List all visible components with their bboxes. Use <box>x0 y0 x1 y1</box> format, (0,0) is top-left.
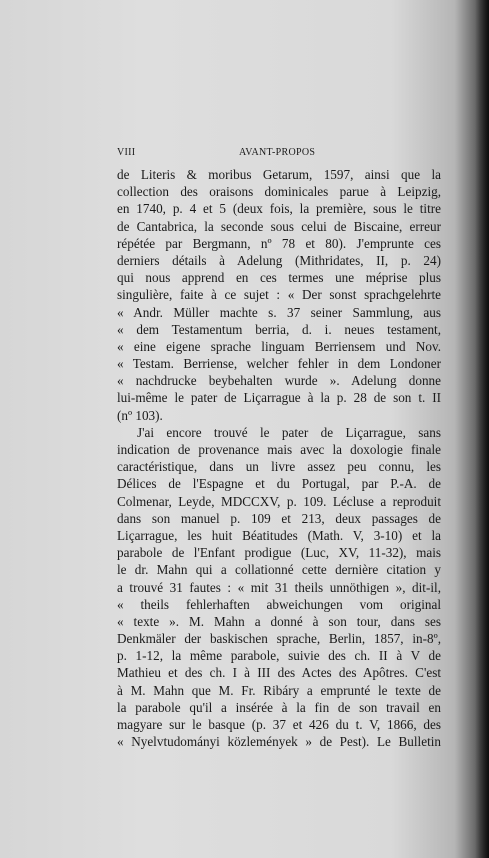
text-line: « eine eigene sprache linguam Berriensem und Nov. <box>117 338 441 354</box>
text-line: collection des oraisons dominicales parue à Leipzig, <box>117 184 441 200</box>
body-text <box>117 166 441 750</box>
text-line: « Nyelvtudományi közlemények » de Pest). Le Bulletin <box>117 734 441 750</box>
text-line: « texte ». M. Mahn a donné à son tour, dans ses <box>117 613 441 629</box>
text-line: Denkmäler der baskischen sprache, Berlin, 1857, in-8º, <box>117 631 441 647</box>
text-line: « theils fehlerhaften abweichungen vom original <box>117 596 441 612</box>
text-line: derniers détails à Adelung (Mithridates, II, p. 24) <box>117 252 441 268</box>
text-line: magyare sur le basque (p. 37 et 426 du t. V, 1866, des <box>117 717 441 732</box>
text-line: répétée par Bergmann, nº 78 et 80). J'emprunte ces <box>117 235 441 251</box>
page-number: VIII <box>117 147 136 158</box>
text-line: la parabole qu'il a insérée à la fin de son travail en <box>117 699 441 715</box>
page-header <box>117 147 441 163</box>
text-line: singulière, faite à ce sujet : « Der sonst sprachgelehrte <box>117 287 441 303</box>
text-line: indication de provenance mais avec la doxologie finale <box>117 442 441 457</box>
text-line: qui nous apprend en ces termes une méprise plus <box>117 270 441 286</box>
text-line: à M. Mahn que M. Fr. Ribáry a emprunté le texte de <box>117 682 441 698</box>
text-line: caractéristique, dans un livre assez peu connu, les <box>117 459 441 475</box>
text-line: de Cantabrica, la seconde sous celui de Biscaine, erreur <box>117 218 441 234</box>
text-line: J'ai encore trouvé le pater de Liçarrague, sans <box>137 424 441 440</box>
text-line: le dr. Mahn qui a collationné cette dernière citation y <box>117 562 441 578</box>
text-line: en 1740, p. 4 et 5 (deux fois, la première, sous le titre <box>117 201 441 217</box>
running-head: AVANT-PROPOS <box>239 147 316 158</box>
text-line: (nº 103). <box>117 407 163 423</box>
text-line: Colmenar, Leyde, MDCCXV, p. 109. Lécluse a reproduit <box>117 493 441 509</box>
text-line: « Andr. Müller machte s. 37 seiner Sammlung, aus <box>117 304 441 320</box>
text-line: « nachdrucke beybehalten wurde ». Adelung donne <box>117 373 441 389</box>
text-line: Mathieu et des ch. I à III des Actes des Apôtres. C'est <box>117 665 441 681</box>
text-line: a trouvé 31 fautes : « mit 31 theils unnöthigen », dit-il, <box>117 579 441 595</box>
text-line: dans son manuel p. 109 et 213, deux passages de <box>117 510 441 526</box>
text-line: parabole de l'Enfant prodigue (Luc, XV, 11-32), mais <box>117 545 441 561</box>
text-line: « dem Testamentum berria, d. i. neues testament, <box>117 321 441 337</box>
text-line: Liçarrague, les huit Béatitudes (Math. V, 3-10) et la <box>117 527 441 543</box>
text-line: p. 1-12, la même parabole, suivie des ch. II à V de <box>117 648 441 664</box>
text-line: Délices de l'Espagne et du Portugal, par P.-A. de <box>117 476 441 492</box>
text-line: lui-même le pater de Liçarrague à la p. 28 de son t. II <box>117 390 441 406</box>
text-line: « Testam. Berriense, welcher fehler in dem Londoner <box>117 356 441 372</box>
text-line: de Literis & moribus Getarum, 1597, ainsi que la <box>117 167 441 182</box>
